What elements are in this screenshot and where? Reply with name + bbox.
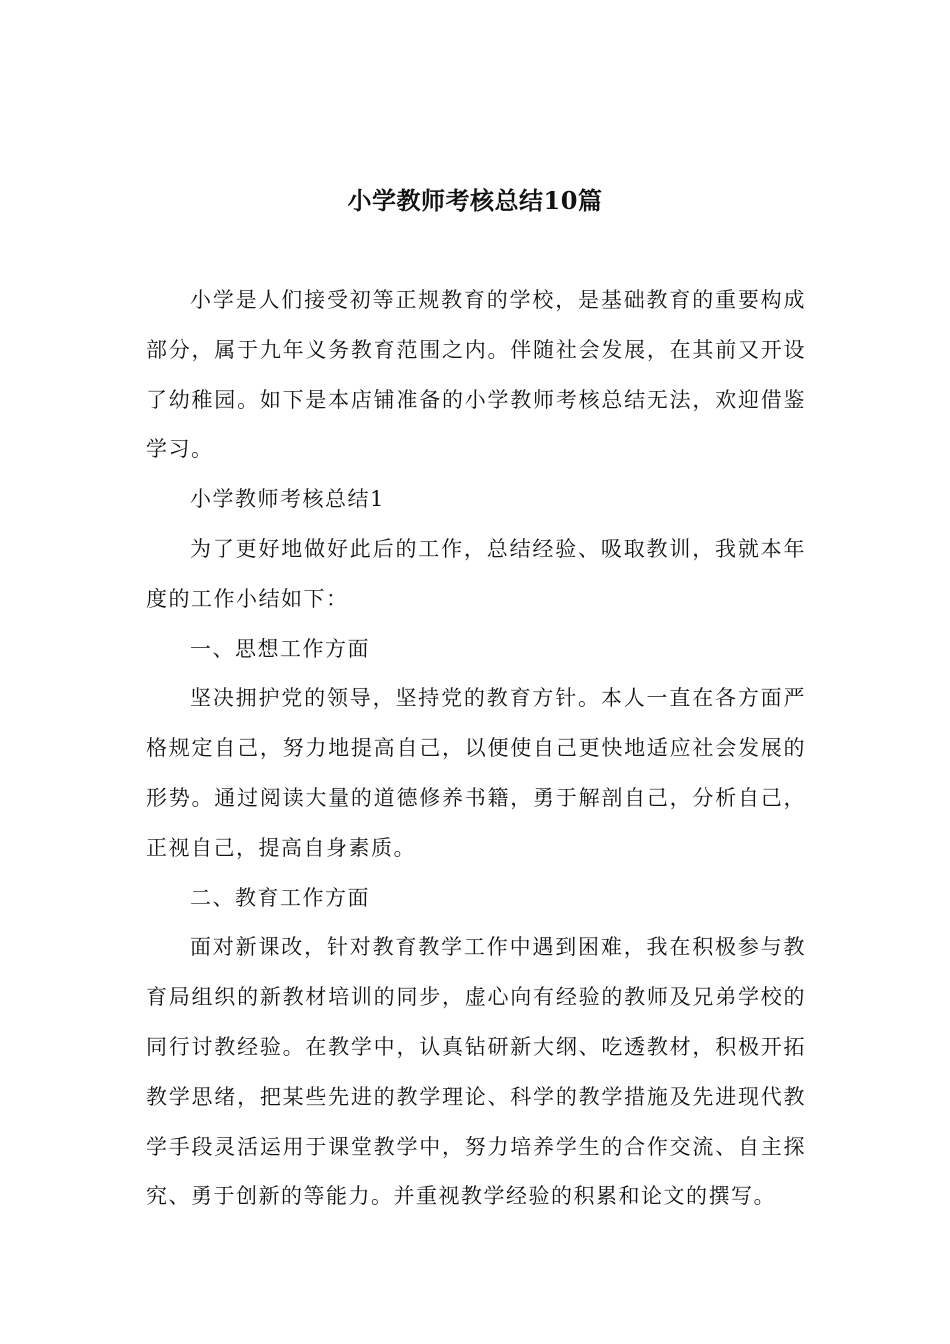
subheading-ideology-work: 一、思想工作方面 [190,636,370,661]
education-work-paragraph: 面对新课改，针对教育教学工作中遇到困难，我在积极参与教育局组织的新教材培训的同步，虚心向有经验的教师及兄弟学校的同行讨教经验。在教学中，认真钻研新大纲、吃透教材，积极开拓教学思绪，把某些先进的教学理论、科学的教学措施及先进现代教学手段灵活运用于课堂教学中，努力培养学生的合作交流、自主探究、勇于创新的等能力。并重视教学经验的积累和论文的撰写。 [146,935,806,1209]
subheading-education-work: 二、教育工作方面 [190,885,370,910]
ideology-work-paragraph: 坚决拥护党的领导，坚持党的教育方针。本人一直在各方面严格规定自己，努力地提高自己，以便使自己更快地适应社会发展的形势。通过阅读大量的道德修养书籍，勇于解剖自己，分析自己，正视自己，提高自身素质。 [146,686,806,860]
document-body [146,276,806,1222]
intro-paragraph: 小学是人们接受初等正规教育的学校，是基础教育的重要构成部分，属于九年义务教育范围之内。伴随社会发展，在其前又开设了幼稚园。如下是本店铺准备的小学教师考核总结无法，欢迎借鉴学习。 [146,288,806,462]
summary-intro-paragraph: 为了更好地做好此后的工作，总结经验、吸取教训，我就本年度的工作小结如下： [146,536,806,611]
section-heading-summary-1: 小学教师考核总结1 [190,487,385,512]
document-title: 小学教师考核总结10篇 [347,186,603,215]
